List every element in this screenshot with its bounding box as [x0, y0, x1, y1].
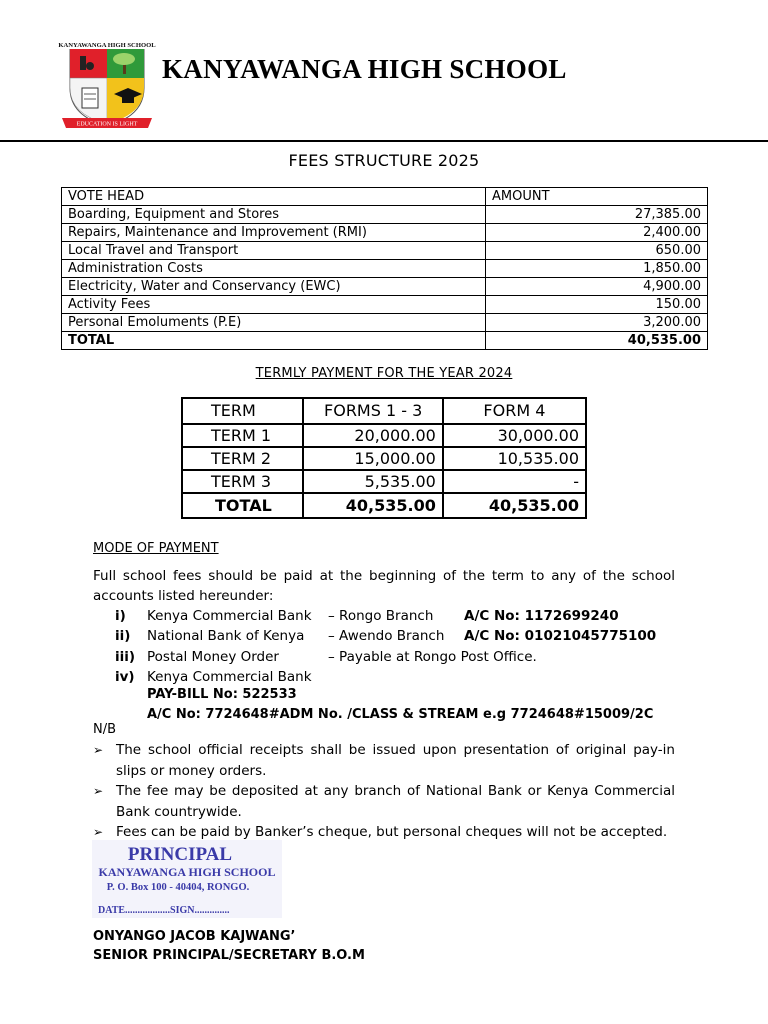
term-cell: TERM 2 [182, 447, 303, 470]
account-number-label: iii) [115, 649, 136, 665]
amount-cell: 1,850.00 [486, 260, 708, 278]
table-row [62, 296, 708, 314]
bank-name: Kenya Commercial Bank [147, 608, 312, 624]
vote-head-cell: Boarding, Equipment and Stores [62, 206, 486, 224]
account-number-label: iv) [115, 669, 135, 685]
arrow-bullet-icon: ➢ [93, 825, 104, 839]
branch-name: – Rongo Branch [328, 608, 434, 624]
table-row [182, 447, 586, 470]
term-cell: TERM 1 [182, 424, 303, 447]
termly-payment-title: TERMLY PAYMENT FOR THE YEAR 2024 [255, 366, 513, 381]
account-number: A/C No: 1172699240 [464, 608, 619, 624]
amount-cell: 3,200.00 [486, 314, 708, 332]
amount-cell: 650.00 [486, 242, 708, 260]
svg-text:EDUCATION IS LIGHT: EDUCATION IS LIGHT [76, 121, 138, 128]
column-header-form-4: FORM 4 [443, 398, 586, 424]
forms-1-3-cell: 15,000.00 [303, 447, 442, 470]
form-4-cell: 30,000.00 [443, 424, 586, 447]
header-divider [0, 140, 768, 142]
forms-1-3-cell: 20,000.00 [303, 424, 442, 447]
fees-structure-table [61, 187, 708, 350]
table-row [62, 278, 708, 296]
vote-head-cell: Local Travel and Transport [62, 242, 486, 260]
total-amount: 40,535.00 [486, 332, 708, 350]
svg-text:P. O. Box 100 - 40404, RONGO.: P. O. Box 100 - 40404, RONGO. [106, 882, 250, 893]
form-4-total: 40,535.00 [443, 493, 586, 518]
amount-cell: 150.00 [486, 296, 708, 314]
payment-intro: Full school fees should be paid at the beginning of the term to any of the school accounts listed hereunder: [93, 568, 675, 604]
total-row [182, 493, 586, 518]
principal-name: ONYANGO JACOB KAJWANG’ [93, 929, 296, 944]
table-row [62, 206, 708, 224]
vote-head-cell: Activity Fees [62, 296, 486, 314]
vote-head-cell: Personal Emoluments (P.E) [62, 314, 486, 332]
svg-text:KANYAWANGA HIGH SCHOOL: KANYAWANGA HIGH SCHOOL [98, 865, 276, 879]
school-crest-icon [56, 38, 158, 132]
termly-payment-table [181, 397, 587, 519]
paybill-number: PAY-BILL No: 522533 [147, 687, 297, 702]
notes-list [93, 740, 675, 843]
form-4-cell: - [443, 470, 586, 493]
form-4-cell: 10,535.00 [443, 447, 586, 470]
table-header-row [182, 398, 586, 424]
table-row [182, 470, 586, 493]
arrow-bullet-icon: ➢ [93, 743, 104, 757]
amount-cell: 27,385.00 [486, 206, 708, 224]
column-header-amount: AMOUNT [486, 188, 708, 206]
account-number-label: i) [115, 608, 126, 624]
column-header-forms-1-3: FORMS 1 - 3 [303, 398, 442, 424]
table-row [62, 242, 708, 260]
amount-cell: 4,900.00 [486, 278, 708, 296]
svg-text:DATE..................SIGN....: DATE..................SIGN.............. [98, 905, 230, 916]
branch-name: – Payable at Rongo Post Office. [328, 649, 537, 665]
table-row [62, 260, 708, 278]
paybill-account-format: A/C No: 7724648#ADM No. /CLASS & STREAM e.g 7724648#15009/2C [147, 707, 654, 722]
bank-name: National Bank of Kenya [147, 628, 305, 644]
list-item [93, 740, 675, 781]
list-item [93, 781, 675, 822]
column-header-term: TERM [182, 398, 303, 424]
column-header-vote-head: VOTE HEAD [62, 188, 486, 206]
svg-text:PRINCIPAL: PRINCIPAL [127, 844, 233, 865]
total-label: TOTAL [62, 332, 486, 350]
vote-head-cell: Repairs, Maintenance and Improvement (RMI) [62, 224, 486, 242]
note-text: The fee may be deposited at any branch of National Bank or Kenya Commercial Bank countrywide. [116, 783, 675, 820]
principal-title: SENIOR PRINCIPAL/SECRETARY B.O.M [93, 948, 365, 963]
school-name: KANYAWANGA HIGH SCHOOL [162, 54, 567, 84]
fees-structure-title: FEES STRUCTURE 2025 [288, 151, 480, 170]
notes-label: N/B [93, 722, 117, 737]
forms-1-3-cell: 5,535.00 [303, 470, 442, 493]
vote-head-cell: Electricity, Water and Conservancy (EWC) [62, 278, 486, 296]
bank-name: Postal Money Order [147, 649, 279, 665]
total-row [62, 332, 708, 350]
svg-text:KANYAWANGA HIGH SCHOOL: KANYAWANGA HIGH SCHOOL [58, 42, 156, 49]
account-number-label: ii) [115, 628, 131, 644]
account-number: A/C No: 01021045775100 [464, 628, 657, 644]
vote-head-cell: Administration Costs [62, 260, 486, 278]
mode-of-payment-heading: MODE OF PAYMENT [93, 541, 219, 556]
amount-cell: 2,400.00 [486, 224, 708, 242]
note-text: Fees can be paid by Banker’s cheque, but personal cheques will not be accepted. [116, 824, 668, 840]
principal-stamp [92, 840, 282, 918]
term-cell: TERM 3 [182, 470, 303, 493]
forms-1-3-total: 40,535.00 [303, 493, 442, 518]
table-header-row [62, 188, 708, 206]
table-row [62, 224, 708, 242]
total-label: TOTAL [182, 493, 303, 518]
arrow-bullet-icon: ➢ [93, 784, 104, 798]
bank-name: Kenya Commercial Bank [147, 669, 312, 685]
note-text: The school official receipts shall be issued upon presentation of original pay-in slips or money orders. [116, 742, 675, 779]
table-row [62, 314, 708, 332]
branch-name: – Awendo Branch [328, 628, 445, 644]
table-row [182, 424, 586, 447]
